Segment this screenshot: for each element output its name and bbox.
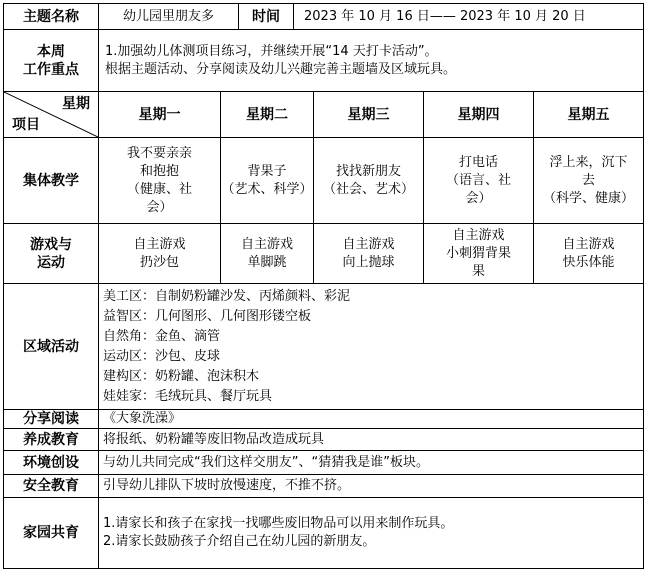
cell-line: （社会、艺术） (323, 181, 415, 197)
focus-content (99, 30, 644, 92)
areas-label: 区域活动 (4, 284, 99, 410)
cell-line: 果 (472, 263, 486, 279)
cell-line: （艺术、科学） (221, 181, 313, 197)
games-tuesday (221, 224, 314, 284)
games-thursday (424, 224, 534, 284)
area-line: 美工区：自制奶粉罐沙发、丙烯颜料、彩泥 (103, 288, 351, 304)
games-friday (534, 224, 644, 284)
area-line: 自然角：金鱼、滴管 (103, 328, 221, 344)
cell-line: 快乐体能 (562, 254, 615, 270)
areas-content (99, 284, 644, 410)
cell-line: 我不要亲亲 (126, 145, 192, 161)
cell-line: 和抱抱 (139, 163, 179, 179)
collective-friday (534, 138, 644, 224)
focus-line2: 根据主题活动、分享阅读及幼儿兴趣完善主题墙及区域玩具。 (105, 61, 457, 77)
games-wednesday (314, 224, 424, 284)
cell-line: 会） (465, 190, 492, 206)
time-label: 时间 (239, 4, 294, 30)
family-line1: 1.请家长和孩子在家找一找哪些废旧物品可以用来制作玩具。 (103, 516, 454, 531)
area-line: 益智区：几何图形、几何图形镂空板 (103, 308, 312, 324)
reading-value: 《大象洗澡》 (99, 410, 644, 429)
environment-label: 环境创设 (4, 451, 99, 475)
area-line: 建构区：奶粉罐、泡沫积木 (103, 368, 260, 384)
cell-line: 去 (582, 172, 596, 188)
family-line2: 2.请家长鼓励孩子介绍自己在幼儿园的新朋友。 (103, 534, 376, 549)
cell-line: 单脚跳 (247, 254, 287, 270)
habits-row (4, 429, 644, 451)
corner-weekday-label: 星期 (62, 96, 90, 112)
cell-line: 自主游戏 (562, 236, 615, 252)
cell-line: 自主游戏 (342, 236, 395, 252)
habits-label: 养成教育 (4, 429, 99, 451)
focus-line1: 1.加强幼儿体测项目练习，并继续开展“14 天打卡活动”。 (105, 43, 438, 59)
collective-monday (99, 138, 221, 224)
area-line: 娃娃家：毛绒玩具、餐厅玩具 (103, 388, 273, 404)
collective-thursday (424, 138, 534, 224)
day-thursday: 星期四 (424, 92, 534, 138)
day-monday: 星期一 (99, 92, 221, 138)
weekly-plan-table (3, 3, 644, 569)
family-row (4, 498, 644, 569)
corner-cell (4, 92, 99, 138)
environment-value: 与幼儿共同完成“我们这样交朋友”、“猜猜我是谁”板块。 (99, 451, 644, 475)
focus-label-line2: 工作重点 (23, 61, 79, 78)
cell-line: 自主游戏 (241, 236, 294, 252)
family-label: 家园共育 (4, 498, 99, 569)
cell-line: 会） (146, 199, 173, 215)
cell-line: 自主游戏 (452, 227, 505, 243)
games-row (4, 224, 644, 284)
games-label-line2: 运动 (37, 254, 65, 271)
family-content (99, 498, 644, 569)
time-value: 2023 年 10 月 16 日—— 2023 年 10 月 20 日 (294, 4, 644, 30)
cell-line: 自主游戏 (133, 236, 186, 252)
environment-row (4, 451, 644, 475)
cell-line: 找找新朋友 (336, 163, 402, 179)
safety-row (4, 475, 644, 498)
day-friday: 星期五 (534, 92, 644, 138)
week-header-row (4, 92, 644, 138)
cell-line: 向上抛球 (342, 254, 395, 270)
cell-line: 扔沙包 (139, 254, 179, 270)
cell-line: （语言、社 (446, 172, 512, 188)
collective-row (4, 138, 644, 224)
habits-value: 将报纸、奶粉罐等废旧物品改造成玩具 (99, 429, 644, 451)
focus-label (4, 30, 99, 92)
reading-row (4, 410, 644, 429)
day-tuesday: 星期二 (221, 92, 314, 138)
focus-row (4, 30, 644, 92)
games-label-line1: 游戏与 (30, 236, 72, 253)
area-line: 运动区：沙包、皮球 (103, 348, 221, 364)
cell-line: （健康、社 (126, 181, 192, 197)
cell-line: （科学、健康） (543, 190, 635, 206)
collective-label: 集体教学 (4, 138, 99, 224)
corner-item-label: 项目 (12, 117, 40, 133)
games-label (4, 224, 99, 284)
safety-value: 引导幼儿排队下坡时放慢速度，不推不挤。 (99, 475, 644, 498)
day-wednesday: 星期三 (314, 92, 424, 138)
collective-tuesday (221, 138, 314, 224)
cell-line: 打电话 (459, 154, 499, 170)
safety-label: 安全教育 (4, 475, 99, 498)
cell-line: 浮上来，沉下 (549, 154, 628, 170)
theme-label: 主题名称 (4, 4, 99, 30)
theme-value: 幼儿园里朋友多 (99, 4, 239, 30)
cell-line: 小刺猬背果 (446, 245, 512, 261)
cell-line: 背果子 (247, 163, 287, 179)
areas-row (4, 284, 644, 410)
games-monday (99, 224, 221, 284)
reading-label: 分享阅读 (4, 410, 99, 429)
header-row (4, 4, 644, 30)
collective-wednesday (314, 138, 424, 224)
focus-label-line1: 本周 (37, 43, 65, 60)
